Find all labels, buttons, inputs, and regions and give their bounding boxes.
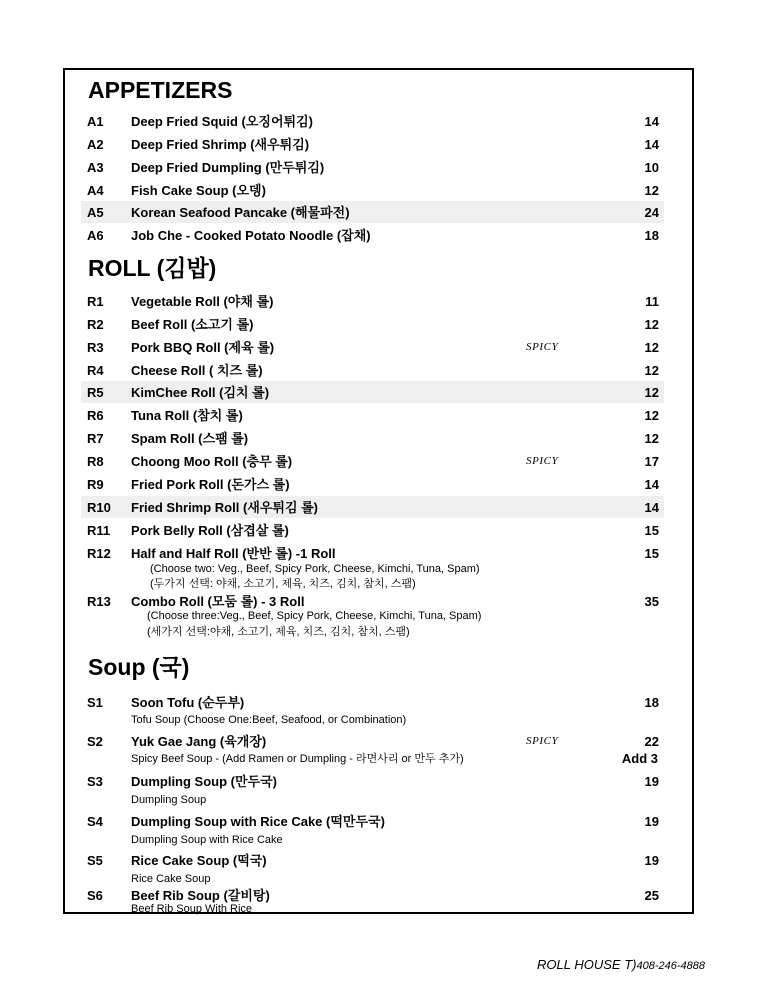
item-description: Tofu Soup (Choose One:Beef, Seafood, or Combination) [131, 714, 407, 726]
item-code: S2 [87, 734, 103, 749]
item-name: Combo Roll (모둠 롤) - 3 Roll [131, 594, 305, 609]
spicy-label: SPICY [526, 341, 559, 353]
item-name: Pork Belly Roll (삼겹살 롤) [131, 523, 289, 538]
menu-item-r6 [81, 404, 664, 426]
item-code: A3 [87, 160, 104, 175]
item-price: 22 [644, 734, 659, 749]
menu-item-a1 [81, 110, 664, 132]
item-price: 18 [644, 695, 659, 710]
item-name: Soon Tofu (순두부) [131, 695, 245, 710]
item-price: 12 [644, 408, 659, 423]
item-name: Fried Pork Roll (돈가스 롤) [131, 477, 290, 492]
item-code: R2 [87, 317, 104, 332]
item-description: (Choose three:Veg., Beef, Spicy Pork, Cheese, Kimchi, Tuna, Spam) [147, 610, 482, 622]
item-description: Spicy Beef Soup - (Add Ramen or Dumpling - 라면사리 or 만두 추가) [131, 753, 464, 765]
item-description: (Choose two: Veg., Beef, Spicy Pork, Cheese, Kimchi, Tuna, Spam) [150, 563, 480, 575]
spicy-label: SPICY [526, 455, 559, 467]
item-name: Deep Fried Squid (오징어튀김) [131, 114, 313, 129]
item-description: Dumpling Soup with Rice Cake [131, 834, 283, 846]
item-code: S3 [87, 774, 103, 789]
item-name: Spam Roll (스팸 롤) [131, 431, 249, 446]
item-price: 25 [644, 888, 659, 903]
item-price: 15 [644, 546, 659, 561]
item-price: 19 [644, 774, 659, 789]
menu-item-a4 [81, 179, 664, 201]
menu-item-r7 [81, 427, 664, 449]
add-on-price: Add 3 [621, 751, 658, 766]
item-code: A5 [87, 205, 104, 220]
item-name: Dumpling Soup (만두국) [131, 774, 277, 789]
item-name: Yuk Gae Jang (육개장) [131, 734, 267, 749]
item-price: 14 [644, 137, 659, 152]
item-price: 15 [644, 523, 659, 538]
item-price: 12 [644, 363, 659, 378]
item-price: 18 [644, 228, 659, 243]
footer-restaurant-name: ROLL HOUSE T) [537, 957, 637, 972]
item-price: 19 [644, 853, 659, 868]
item-price: 14 [644, 500, 659, 515]
menu-item-r5 [81, 381, 664, 403]
item-price: 14 [644, 114, 659, 129]
menu-item-a5 [81, 201, 664, 223]
item-code: R8 [87, 454, 104, 469]
item-name: Vegetable Roll (야채 롤) [131, 294, 274, 309]
item-code: R11 [87, 523, 111, 538]
item-name: Choong Moo Roll (충무 롤) [131, 454, 293, 469]
item-description-korean: (세가지 선택:야채, 소고기, 제육, 치즈, 김치, 참치, 스팸) [147, 626, 410, 638]
item-code: R9 [87, 477, 104, 492]
item-price: 35 [644, 594, 659, 609]
item-name: KimChee Roll (김치 롤) [131, 385, 270, 400]
menu-item-a6 [81, 224, 664, 246]
item-price: 12 [644, 385, 659, 400]
item-code: A4 [87, 183, 104, 198]
item-description: Rice Cake Soup [131, 873, 211, 885]
item-name: Tuna Roll (참치 롤) [131, 408, 243, 423]
item-code: R3 [87, 340, 104, 355]
item-code: S1 [87, 695, 103, 710]
item-name: Deep Fried Shrimp (새우튀김) [131, 137, 310, 152]
item-code: R10 [87, 500, 111, 515]
menu-item-a3 [81, 156, 664, 178]
footer-phone: 408-246-4888 [636, 960, 705, 972]
item-code: R4 [87, 363, 104, 378]
menu-item-a2 [81, 133, 664, 155]
item-price: 24 [644, 205, 659, 220]
item-description: Dumpling Soup [131, 794, 207, 806]
menu-item-r3 [81, 336, 664, 358]
item-name: Korean Seafood Pancake (해물파전) [131, 205, 350, 220]
item-price: 12 [644, 340, 659, 355]
menu-item-r8 [81, 450, 664, 472]
menu-item-s1 [81, 691, 664, 713]
item-code: S4 [87, 814, 103, 829]
item-price: 17 [644, 454, 659, 469]
menu-item-r9 [81, 473, 664, 495]
item-code: R12 [87, 546, 111, 561]
item-code: S6 [87, 888, 103, 903]
item-price: 12 [644, 317, 659, 332]
item-code: R1 [87, 294, 104, 309]
item-name: Half and Half Roll (반반 롤) -1 Roll [131, 546, 336, 561]
item-name: Job Che - Cooked Potato Noodle (잡채) [131, 228, 371, 243]
item-name: Cheese Roll ( 치즈 롤) [131, 363, 263, 378]
item-name: Beef Rib Soup (갈비탕) [131, 888, 270, 903]
spicy-label: SPICY [526, 735, 559, 747]
section-title-appetizers: APPETIZERS [88, 77, 233, 103]
item-price: 10 [644, 160, 659, 175]
item-code: A6 [87, 228, 104, 243]
section-title-soup: Soup (국) [88, 654, 190, 680]
item-name: Dumpling Soup with Rice Cake (떡만두국) [131, 814, 385, 829]
item-price: 12 [644, 431, 659, 446]
item-name: Fish Cake Soup (오뎅) [131, 183, 266, 198]
item-code: R6 [87, 408, 104, 423]
item-code: A1 [87, 114, 104, 129]
item-code: A2 [87, 137, 104, 152]
menu-item-r11 [81, 519, 664, 541]
menu-item-s5 [81, 849, 664, 871]
footer-contact [537, 957, 705, 974]
item-name: Beef Roll (소고기 롤) [131, 317, 254, 332]
menu-item-r12 [81, 542, 664, 564]
item-name: Deep Fried Dumpling (만두튀김) [131, 160, 325, 175]
item-price: 19 [644, 814, 659, 829]
item-price: 12 [644, 183, 659, 198]
menu-item-s3 [81, 770, 664, 792]
menu-item-r13 [81, 590, 664, 612]
item-name: Fried Shrimp Roll (새우튀김 롤) [131, 500, 319, 515]
menu-item-r2 [81, 313, 664, 335]
menu-item-s4 [81, 810, 664, 832]
menu-item-s2 [81, 730, 664, 752]
item-description: Beef Rib Soup With Rice [131, 903, 253, 915]
menu-item-r10 [81, 496, 664, 518]
section-title-roll: ROLL (김밥) [88, 255, 217, 281]
item-description-korean: (두가지 선택: 야채, 소고기, 제육, 치즈, 김치, 참치, 스팸) [150, 578, 416, 590]
item-name: Pork BBQ Roll (제육 롤) [131, 340, 275, 355]
menu-item-r4 [81, 359, 664, 381]
item-price: 11 [645, 294, 659, 309]
item-code: R7 [87, 431, 104, 446]
item-code: R5 [87, 385, 104, 400]
item-code: S5 [87, 853, 103, 868]
item-code: R13 [87, 594, 111, 609]
item-name: Rice Cake Soup (떡국) [131, 853, 267, 868]
menu-item-r1 [81, 290, 664, 312]
item-price: 14 [644, 477, 659, 492]
